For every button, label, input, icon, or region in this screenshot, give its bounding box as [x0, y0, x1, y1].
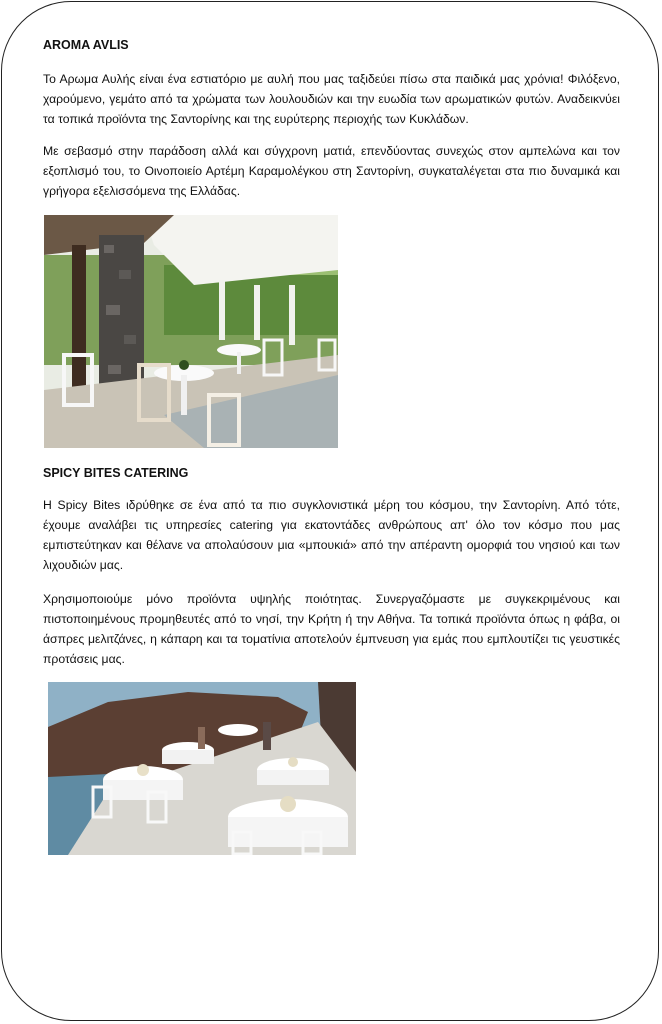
- restaurant-courtyard-photo: [44, 215, 338, 448]
- section-title-aroma-avlis: AROMA AVLIS: [43, 38, 129, 52]
- spicy-bites-paragraph-1: Η Spicy Bites ιδρύθηκε σε ένα από τα πιο συγκλονιστικά μέρη του κόσμου, την Σαντορίνη. Από τότε, έχουμε αναλάβει τις υπηρεσίες catering για εκατοντάδες ανθρώπους απ' όλο τον κόσμο που μας εμπιστεύτηκαν και θέλανε να απολαύσουν μια «μπουκιά» από την απέραντη ομορφιά του νησιού και των λιχουδιών μας.: [43, 498, 620, 572]
- section-title-spicy-bites: SPICY BITES CATERING: [43, 466, 189, 480]
- aroma-avlis-paragraph-1: Το Αρωμα Αυλής είναι ένα εστιατόριο με αυλή που μας ταξιδεύει πίσω στα παιδικά μας χρόνια! Φιλόξενο, χαρούμενο, γεμάτο από τα χρώματα των λουλουδιών και την ευωδία των αρωματικών φυτών. Αναδεικνύει τα τοπικά προϊόντα της Σαντορίνης και της ευρύτερης περιοχής των Κυκλάδων.: [43, 72, 620, 126]
- spicy-bites-paragraph-2: Χρησιμοποιούμε μόνο προϊόντα υψηλής ποιότητας. Συνεργαζόμαστε με συγκεκριμένους και πιστοποιημένους προμηθευτές από το νησί, την Κρήτη ή την Αθήνα. Τα τοπικά προϊόντα όπως η φάβα, οι άσπρες μελιτζάνες, η κάπαρη και τα τοματίνια αποτελούν έμπνευση για εμάς που εμπλουτίζει τις γευστικές προτάσεις μας.: [43, 592, 620, 666]
- catering-terrace-photo: [48, 682, 356, 855]
- aroma-avlis-paragraph-2: Με σεβασμό στην παράδοση αλλά και σύγχρονη ματιά, επενδύοντας συνεχώς στον αμπελώνα και τον εξοπλισμό του, το Οινοποιείο Αρτέμη Καραμολέγκου στη Σαντορίνη, συγκαταλέγεται στα πιο δυναμικά και γρήγορα εξελισσόμενα της Ελλάδας.: [43, 144, 620, 198]
